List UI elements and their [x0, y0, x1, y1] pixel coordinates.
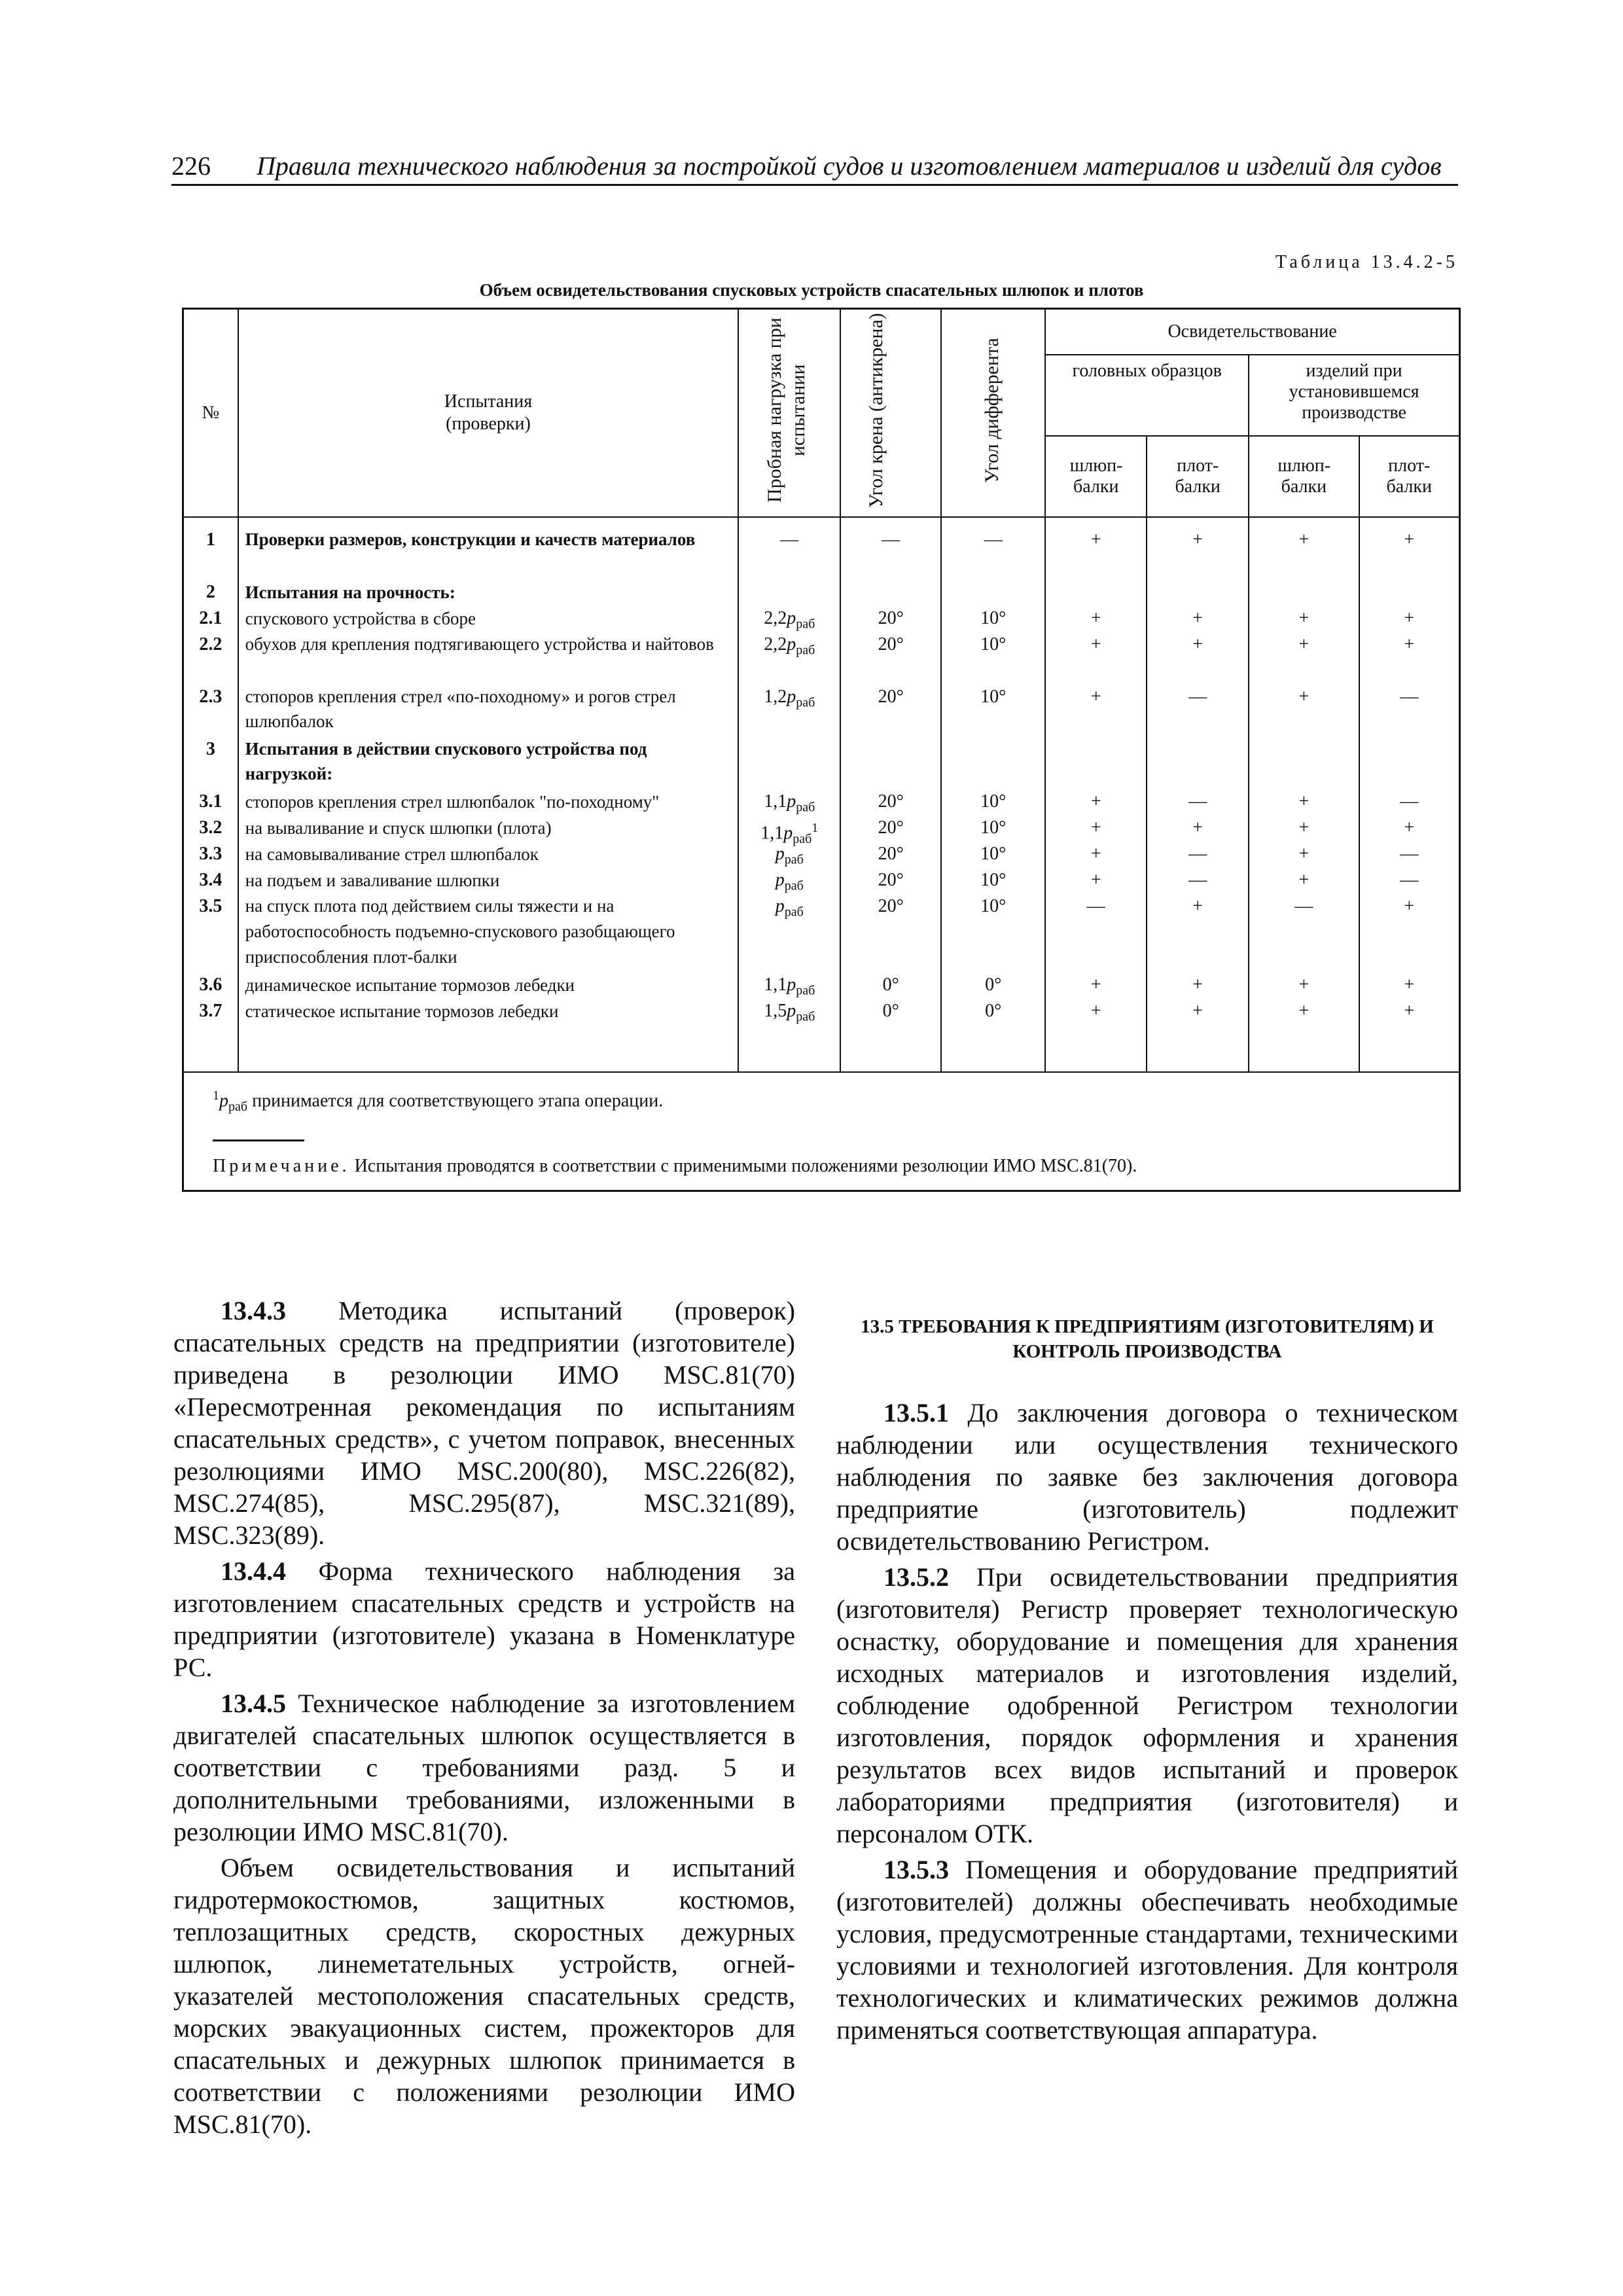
cell-load-3.1: $1,1p_{раб}$ [764, 791, 815, 815]
cell-load-3.4: $p_{раб}$ [775, 870, 804, 893]
cell-heel-3.4: 20° [878, 870, 904, 890]
cell-c1-3 [1046, 736, 1146, 789]
clause-number: 13.4.4 [221, 1556, 319, 1586]
cell-c4-3.2: + [1404, 817, 1415, 838]
col-load [738, 517, 840, 1072]
boat-davits-label: шлюп- балки [1277, 455, 1331, 497]
raft-davits-label: плот- балки [1386, 455, 1432, 497]
cell-c1-3.7: + [1090, 1001, 1101, 1021]
col-head-test [238, 309, 739, 518]
cell-c1-3.1: + [1090, 791, 1101, 812]
running-title: Правила технического наблюдения за постройкой судов и изготовлением материалов и изделий для судов [257, 151, 1442, 181]
cell-heel-3.6: 0° [882, 975, 899, 995]
cell-trim-3.4: 10° [980, 870, 1007, 890]
section-title: 13.5 ТРЕБОВАНИЯ К ПРЕДПРИЯТИЯМ (ИЗГОТОВИТЕЛЯМ) И КОНТРОЛЬ ПРОИЗВОДСТВА [861, 1316, 1434, 1362]
col-proto-raft [1147, 517, 1249, 1072]
cell-load-2 [739, 579, 840, 605]
col-tests [238, 517, 739, 1072]
col-head-raft-davits-1 [1147, 436, 1249, 517]
cell-n-3.6: 3.6 [199, 975, 223, 995]
raft-davits-label: плот- балки [1175, 455, 1221, 497]
col-head-load-label: Пробная нагрузка при испытании [764, 317, 810, 503]
cell-c1-2.2: + [1090, 634, 1101, 655]
cell-t-2.2: обухов для крепления подтягивающего устройства и найтовов [245, 634, 714, 654]
cell-t-2.1: спускового устройства в сборе [245, 609, 476, 628]
col-number [183, 517, 238, 1072]
col-head-serial [1249, 355, 1459, 436]
clause-number: 13.4.5 [221, 1689, 298, 1718]
cell-c2-3.3: — [1188, 844, 1207, 864]
clause-number: 13.4.3 [221, 1296, 338, 1325]
cell-n-3.2: 3.2 [199, 817, 223, 838]
cell-c2-3.7: + [1192, 1001, 1204, 1021]
left-paragraph: 13.4.5 Техническое наблюдение за изготовлением двигателей спасательных шлюпок осуществляется в соответствии с требованиями разд. 5 и дополнительными требованиями, изложенными в резолюции ИМО MSC.81(70). [173, 1689, 796, 1846]
clause-number: 13.5.1 [883, 1398, 968, 1427]
col-head-load [738, 309, 840, 518]
table-notes [183, 1072, 1460, 1191]
boat-davits-label: шлюп- балки [1069, 455, 1123, 497]
cell-c2-2.2: + [1192, 634, 1204, 655]
cell-c4-3.5: + [1404, 896, 1415, 916]
cell-c3-2.3: + [1298, 687, 1310, 707]
cell-c3-3.5: — [1294, 896, 1313, 916]
cell-trim-3.1: 10° [980, 791, 1007, 812]
cell-c1-2 [1046, 579, 1146, 605]
cell-c4-3 [1360, 736, 1459, 789]
left-paragraph: 13.4.3 Методика испытаний (проверок) спасательных средств на предприятии (изготовителе) приведена в резолюции ИМО MSC.81(70) «Пересмотренная рекомендация по испытаниям спасательных средств», с учетом поправок, внесенных резолюциями ИМО MSC.200(80), MSC.226(82), MSC.274(85), MSC.295(87), MSC.321(89), MSC.323(89). [173, 1296, 796, 1550]
cell-trim-1: — [984, 529, 1003, 550]
cell-trim-2.2: 10° [980, 634, 1007, 655]
col-head-prototypes: головных образцов [1045, 355, 1249, 436]
col-head-trim [941, 309, 1045, 518]
col-head-raft-davits-2 [1359, 436, 1460, 517]
cell-heel-3.1: 20° [878, 791, 904, 812]
cell-load-2.2: $2,2p_{раб}$ [764, 634, 815, 658]
cell-n-3.3: 3.3 [199, 844, 223, 864]
cell-c3-3.2: + [1298, 817, 1310, 838]
cell-c4-3.6: + [1404, 975, 1415, 995]
cell-c1-2.1: + [1090, 608, 1101, 628]
cell-c1-3.3: + [1090, 844, 1101, 864]
cell-c2-3.2: + [1192, 817, 1204, 838]
cell-c3-3.1: + [1298, 791, 1310, 812]
right-column [836, 1295, 1458, 2050]
cell-load-3.2: $1,1p_{раб}^1$ [760, 821, 819, 846]
cell-c2-3.4: — [1188, 870, 1207, 890]
cell-c3-1: + [1298, 529, 1310, 550]
page-number: 226 [171, 151, 211, 181]
cell-trim-3.3: 10° [980, 844, 1007, 864]
cell-n-3: 3 [205, 739, 215, 759]
cell-heel-3.3: 20° [878, 844, 904, 864]
cell-c1-3.4: + [1090, 870, 1101, 890]
col-serial-raft [1359, 517, 1460, 1072]
cell-c1-3.5: — [1086, 896, 1105, 916]
left-paragraph: 13.4.4 Форма технического наблюдения за изготовлением спасательных средств и устройств на предприятии (изготовителе) указана в Номенклатуре РС. [173, 1556, 795, 1682]
cell-load-3.7: $1,5p_{раб}$ [764, 1001, 815, 1024]
cell-heel-3.7: 0° [882, 1001, 899, 1021]
cell-c2-3.1: — [1188, 791, 1207, 812]
cell-heel-3.2: 20° [878, 817, 904, 838]
cell-heel-2 [841, 579, 940, 605]
cell-n-3.7: 3.7 [199, 1001, 223, 1021]
cell-n-1: 1 [205, 529, 215, 550]
cell-trim-3.5: 10° [980, 896, 1007, 916]
cell-load-3.5: $p_{раб}$ [775, 896, 804, 920]
cell-c4-3.1: — [1400, 791, 1419, 812]
cell-n-2.3: 2.3 [199, 687, 223, 707]
cell-c3-3.3: + [1298, 844, 1310, 864]
cell-t-2: Испытания на прочность: [245, 583, 455, 602]
cell-t-3.6: динамическое испытание тормозов лебедки [245, 975, 575, 995]
cell-c4-2.1: + [1404, 608, 1415, 628]
cell-trim-2 [942, 579, 1044, 605]
cell-c2-3.6: + [1192, 975, 1204, 995]
cell-t-3.5: на спуск плота под действием силы тяжести и на работоспособность подъемно-спускового разобщающего приспособления плот-балки [245, 896, 675, 967]
page-header [171, 147, 1458, 186]
col-head-test-label: Испытания (проверки) [444, 391, 533, 434]
cell-c3-3.4: + [1298, 870, 1310, 890]
clause-number: 13.5.3 [883, 1855, 966, 1884]
cell-t-3.4: на подъем и заваливание шлюпки [245, 870, 500, 890]
col-head-heel [840, 309, 941, 518]
cell-heel-2.3: 20° [878, 687, 904, 707]
cell-c4-3.3: — [1400, 844, 1419, 864]
cell-trim-2.3: 10° [980, 687, 1007, 707]
cell-t-3.7: статическое испытание тормозов лебедки [245, 1001, 559, 1021]
table-footnote: $^1p_{раб}$ принимается для соответствующего этапа операции. [213, 1088, 664, 1114]
col-head-serial-label: изделий при установившемся производстве [1289, 360, 1419, 423]
cell-c4-1: + [1404, 529, 1415, 550]
col-head-boat-davits-2 [1249, 436, 1359, 517]
left-column [173, 1295, 795, 2144]
cell-n-3.5: 3.5 [199, 896, 223, 916]
cell-heel-1: — [882, 529, 901, 550]
col-head-number: № [183, 309, 238, 518]
cell-c2-1: + [1192, 529, 1204, 550]
cell-c3-2.1: + [1298, 608, 1310, 628]
table-label: Таблица 13.4.2-5 [1275, 252, 1458, 272]
col-heel [840, 517, 941, 1072]
cell-heel-2.2: 20° [878, 634, 904, 655]
cell-load-3 [739, 736, 840, 789]
right-paragraph: 13.5.3 Помещения и оборудование предприятий (изготовителей) должны обеспечивать необходимые условия, предусмотренные стандартами, техническими условиями и технологией изготовления. Для контроля технологических и климатических режимов должна применяться соответствующая аппаратура. [836, 1855, 1458, 2045]
cell-trim-3.2: 10° [980, 817, 1007, 838]
cell-n-2.1: 2.1 [199, 608, 223, 628]
col-head-trim-label: Угол дифферента [980, 338, 1003, 483]
col-head-survey: Освидетельствование [1045, 309, 1459, 355]
note-label: Примечание. [213, 1155, 350, 1176]
cell-trim-2.1: 10° [980, 608, 1007, 628]
cell-t-2.3: стопоров крепления стрел «по-походному» и рогов стрел шлюпбалок [245, 687, 676, 731]
col-head-boat-davits-1 [1045, 436, 1147, 517]
cell-n-3.1: 3.1 [199, 791, 223, 812]
cell-c3-2.2: + [1298, 634, 1310, 655]
cell-heel-3.5: 20° [878, 896, 904, 916]
cell-trim-3 [942, 736, 1044, 789]
cell-heel-3 [841, 736, 940, 789]
footnote-rule [213, 1139, 304, 1141]
cell-load-1: — [780, 529, 799, 550]
cell-t-3: Испытания в действии спускового устройства под нагрузкой: [245, 739, 647, 783]
left-paragraph: Объем освидетельствования и испытаний гидротермокостюмов, защитных костюмов, теплозащитных средств, скоростных дежурных шлюпок, линеметательных устройств, огней-указателей местоположения спасательных средств, морских эвакуационных систем, прожекторов для спасательных и дежурных шлюпок принимается в соответствии с положениями резолюции ИМО MSC.81(70). [173, 1853, 795, 2139]
cell-c1-1: + [1090, 529, 1101, 550]
cell-trim-3.7: 0° [985, 1001, 1002, 1021]
cell-c3-3.7: + [1298, 1001, 1310, 1021]
cell-c1-3.2: + [1090, 817, 1101, 838]
cell-t-3.2: на вываливание и спуск шлюпки (плота) [245, 818, 552, 838]
cell-c4-2 [1360, 579, 1459, 605]
survey-table [182, 308, 1461, 1192]
cell-heel-2.1: 20° [878, 608, 904, 628]
cell-c2-3 [1147, 736, 1248, 789]
col-serial-boat [1249, 517, 1359, 1072]
cell-c4-2.2: + [1404, 634, 1415, 655]
cell-n-2.2: 2.2 [199, 634, 223, 655]
cell-trim-3.6: 0° [985, 975, 1002, 995]
clause-number: 13.5.2 [883, 1562, 976, 1592]
col-head-heel-label: Угол крена (антикрена) [865, 313, 887, 508]
cell-c3-2 [1249, 579, 1358, 605]
cell-load-3.3: $p_{раб}$ [775, 844, 804, 867]
cell-c4-2.3: — [1400, 687, 1419, 707]
cell-load-2.3: $1,2p_{раб}$ [764, 687, 815, 710]
cell-c2-2 [1147, 579, 1248, 605]
cell-n-2: 2 [205, 582, 215, 602]
cell-load-2.1: $2,2p_{раб}$ [764, 608, 815, 632]
col-proto-boat [1045, 517, 1147, 1072]
note-text: Испытания проводятся в соответствии с применимыми положениями резолюции ИМО MSC.81(70). [354, 1155, 1137, 1176]
table-note [213, 1156, 1439, 1177]
col-trim [941, 517, 1045, 1072]
right-paragraph: 13.5.2 При освидетельствовании предприятия (изготовителя) Регистр проверяет технологическую оснастку, оборудование и помещения для хранения исходных материалов и изготовления изделий, соблюдение одобренной Регистром технологии изготовления, порядок оформления и хранения результатов всех видов испытаний и проверок лабораториями предприятия (изготовителя) и персоналом ОТК. [836, 1562, 1459, 1848]
cell-c3-3.6: + [1298, 975, 1310, 995]
cell-c1-3.6: + [1090, 975, 1101, 995]
cell-n-3.4: 3.4 [199, 870, 223, 890]
cell-c2-2.1: + [1192, 608, 1204, 628]
cell-load-3.6: $1,1p_{раб}$ [764, 975, 815, 998]
cell-c1-2.3: + [1090, 687, 1101, 707]
cell-c2-3.5: + [1192, 896, 1204, 916]
cell-c4-3.7: + [1404, 1001, 1415, 1021]
right-paragraph: 13.5.1 До заключения договора о техническом наблюдении или осуществления технического наблюдения по заявке без заключения договора предприятие (изготовитель) подлежит освидетельствованию Регистром. [836, 1398, 1458, 1556]
cell-c3-3 [1249, 736, 1358, 789]
cell-t-1: Проверки размеров, конструкции и качеств материалов [245, 529, 696, 549]
cell-c2-2.3: — [1188, 687, 1207, 707]
table-caption: Объем освидетельствования спусковых устройств спасательных шлюпок и плотов [479, 280, 1144, 300]
cell-t-3.3: на самовываливание стрел шлюпбалок [245, 844, 539, 864]
cell-t-3.1: стопоров крепления стрел шлюпбалок "по-походному" [245, 792, 660, 812]
cell-c4-3.4: — [1400, 870, 1419, 890]
